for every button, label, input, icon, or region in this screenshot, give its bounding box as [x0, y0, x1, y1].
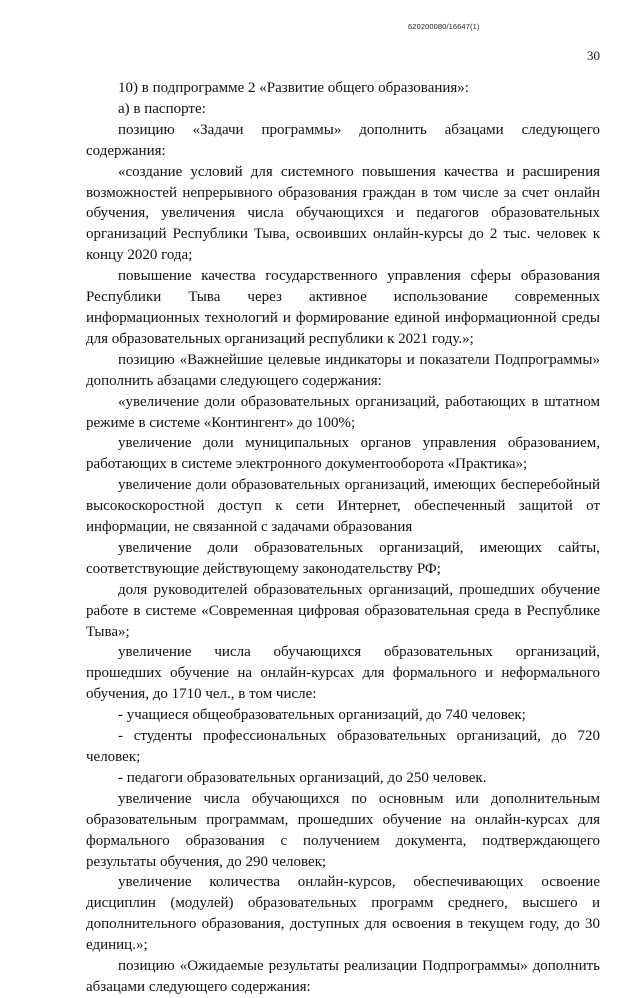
- list-item: - учащиеся общеобразовательных организаций, до 740 человек;: [118, 707, 526, 724]
- paragraph: позицию «Важнейшие целевые индикаторы и показатели Подпрограммы» дополнить абзацами следующего содержания:: [86, 351, 600, 389]
- paragraph: увеличение доли образовательных организаций, имеющих сайты, соответствующие действующему законодательству РФ;: [86, 539, 600, 577]
- paragraph: 10) в подпрограмме 2 «Развитие общего образования»:: [118, 80, 469, 96]
- document-code: 620200080/16647(1): [408, 22, 480, 31]
- paragraph: увеличение числа обучающихся образовательных организаций, прошедших обучение на онлайн-курсах для формального и неформального обучения, до 1710 чел., в том числе:: [86, 644, 600, 703]
- paragraph: увеличение доли образовательных организаций, имеющих бесперебойный высокоскоростной доступ к сети Интернет, обеспеченный защитой от информации, не связанной с задачами образования: [86, 477, 600, 536]
- paragraph: доля руководителей образовательных организаций, прошедших обучение работе в системе «Современная цифровая образовательная среда в Республике Тыва»;: [86, 581, 600, 640]
- paragraph: увеличение доли муниципальных органов управления образованием, работающих в системе электронного документооборота «Практика»;: [86, 435, 600, 473]
- paragraph: повышение качества государственного управления сферы образования Республики Тыва через активное использование современных информационных технологий и формирование единой информационной среды для образовательных организаций республики к 2021 году.»;: [86, 268, 600, 347]
- paragraph: а) в паспорте:: [118, 100, 206, 117]
- paragraph: позицию «Задачи программы» дополнить абзацами следующего содержания:: [86, 121, 600, 159]
- list-item: - студенты профессиональных образовательных организаций, до 720 человек;: [86, 728, 600, 765]
- document-body: [86, 78, 600, 998]
- paragraph: «увеличение доли образовательных организаций, работающих в штатном режиме в системе «Контингент» до 100%;: [86, 393, 600, 431]
- paragraph: позицию «Ожидаемые результаты реализации Подпрограммы» дополнить абзацами следующего содержания:: [86, 958, 600, 995]
- paragraph: увеличение числа обучающихся по основным или дополнительным образовательным программам, прошедших обучение на онлайн-курсах для формального образования с получением документа, подтверждающего результаты обучения, до 290 человек;: [86, 790, 600, 870]
- paragraph: «создание условий для системного повышения качества и расширения возможностей непрерывного образования граждан в том числе за счет онлайн обучения, увеличения числа обучающихся и педагогов образовательных организаций Республики Тыва, освоивших онлайн-курсы до 2 тыс. человек к концу 2020 года;: [86, 163, 600, 264]
- page-number: 30: [587, 48, 600, 63]
- list-item: - педагоги образовательных организаций, до 250 человек.: [118, 769, 487, 786]
- paragraph: увеличение количества онлайн-курсов, обеспечивающих освоение дисциплин (модулей) образовательных программ среднего, высшего и дополнительного образования, доступных для освоения в текущем году, до 30 единиц.»;: [86, 874, 600, 954]
